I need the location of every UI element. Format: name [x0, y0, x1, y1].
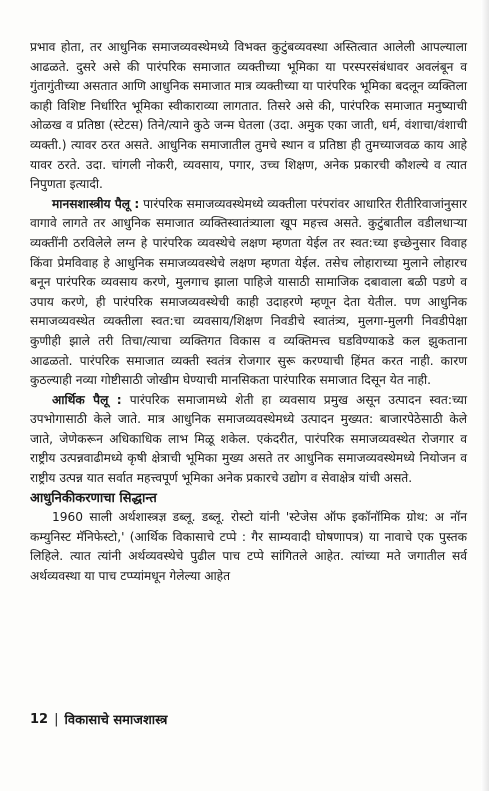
paragraph-rostow	[30, 508, 467, 586]
footer-separator: |	[54, 711, 59, 727]
page-number: 12	[30, 711, 49, 727]
page-footer	[30, 710, 167, 728]
paragraph-label: मानसशास्त्रीय पैलू :	[52, 196, 140, 211]
paragraph-text: पारंपरिक समाजव्यवस्थेमध्ये व्यक्तीला परंपरांवर आधारित रीतीरिवाजांनुसार वागावे लागते तर आधुनिक समाजात व्यक्तिस्वातंत्र्याला खूप महत्त्व असते. कुटुंबातील वडीलधाऱ्या व्यक्तींनी ठरविलेले लग्न हे पारंपरिक व्यवस्थेचे लक्षण म्हणता येईल तर स्वत:च्या इच्छेनुसार विवाह किंवा प्रेमविवाह हे आधुनिक समाजव्यवस्थेचे लक्षण म्हणता येईल. तसेच लोहाराच्या मुलाने लोहारच बनून पारंपरिक व्यवसाय करणे, मुलगाच झाला पाहिजे यासाठी सामाजिक दबावाला बळी पडणे व उपाय करणे, ही पारंपरिक समाजव्यवस्थेची काही उदाहरणे म्हणून देता येतील. पण आधुनिक समाजव्यवस्थेत व्यक्तीला स्वत:चा व्यवसाय/शिक्षण निवडीचे स्वातंत्र्य, मुलगा-मुलगी निवडीपेक्षा कुणीही झाले तरी तिचा/त्याचा व्यक्तिगत विकास व व्यक्तिमत्त्व घडविण्याकडे कल झुकताना आढळतो. पारंपरिक समाजात व्यक्ती स्वतंत्र रोजगार सुरू करण्याची हिंमत करत नाही. कारण कुठल्याही नव्या गोष्टीसाठी जोखीम घेण्याची मानसिकता पारंपारिक समाजात दिसून येत नाही.	[30, 196, 468, 388]
section-heading: आधुनिकीकरणाचा सिद्धान्त	[30, 490, 157, 506]
running-title: विकासाचे समाजशास्त्र	[64, 713, 168, 728]
paragraph-text: पारंपरिक समाजामध्ये शेती हा व्यवसाय प्रमुख असून उत्पादन स्वत:च्या उपभोगासाठी केले जाते. मात्र आधुनिक समाजव्यवस्थेमध्ये उत्पादन मुख्यत: बाजारपेठेसाठी केले जाते, जेणेकरून अधिकाधिक लाभ मिळू शकेल. एकंदरीत, पारंपरिक समाजव्यवस्थेत रोजगार व राष्ट्रीय उत्पन्नवाढीमध्ये कृषी क्षेत्राची भूमिका मुख्य असते तर आधुनिक समाजव्यवस्थेमध्ये नियोजन व राष्ट्रीय उत्पन्न यात सर्वात महत्त्वपूर्ण भूमिका अनेक प्रकारचे उद्योग व सेवाक्षेत्र यांची असते.	[30, 392, 468, 486]
paragraph-economic	[30, 391, 467, 489]
scan-edge-shadow	[481, 0, 489, 791]
body-text	[30, 38, 467, 587]
paragraph-label: आर्थिक पैलू :	[52, 392, 122, 407]
paragraph-psychological	[30, 195, 467, 391]
paragraph-text: 1960 साली अर्थशास्त्रज्ञ डब्लू. डब्लू. रोस्टो यांनी 'स्टेजेस ऑफ इकॉनॉमिक ग्रोथ: अ नॉन कम्युनिस्ट मॅनिफेस्टो,' (आर्थिक विकासाचे टप्पे : गैर साम्यवादी घोषणापत्र) या नावाचे एक पुस्तक लिहिले. त्यात त्यांनी अर्थव्यवस्थेचे पुढील पाच टप्पे सांगितले आहेत. त्यांच्या मते जगातील सर्व अर्थव्यवस्था या पाच टप्प्यांमधून गेलेल्या आहेत	[30, 510, 467, 584]
paragraph-text: प्रभाव होता, तर आधुनिक समाजव्यवस्थेमध्ये विभक्त कुटुंबव्यवस्था अस्तित्वात आलेली आपल्याला आढळते. दुसरे असे की पारंपरिक समाजात व्यक्तीच्या भूमिका या परस्परसंबंधावर अवलंबून व गुंतागुंतीच्या असतात आणि आधुनिक समाजात मात्र व्यक्तीच्या या पारंपरिक भूमिका बदलून व्यक्तिला काही विशिष्ट निर्धारित भूमिका स्वीकाराव्या लागतात. तिसरे असे की, पारंपरिक समाजात मनुष्याची ओळख व प्रतिष्ठा (स्टेटस) तिने/त्याने कुठे जन्म घेतला (उदा. अमुक एका जाती, धर्म, वंशाचा/वंशाची व्यक्ती.) त्यावर ठरत असते. आधुनिक समाजातील तुमचे स्थान व प्रतिष्ठा ही तुमच्याजवळ काय आहे यावर ठरते. उदा. चांगली नोकरी, व्यवसाय, पगार, उच्च शिक्षण, अनेक प्रकारची कौशल्ये व त्यात निपुणता इत्यादी.	[30, 40, 467, 192]
paragraph-intro	[30, 38, 467, 195]
